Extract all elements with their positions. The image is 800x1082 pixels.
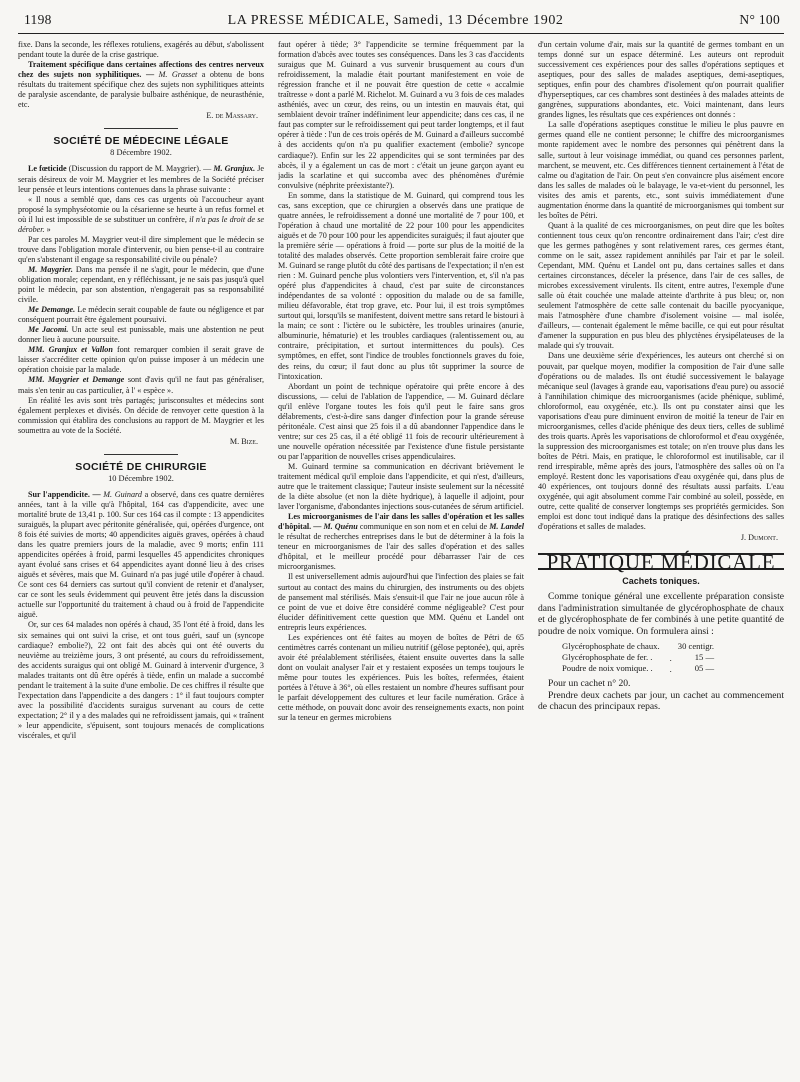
- item-heading: Les microorganismes de l'air dans les salles d'opération et les salles d'hôpital. —: [278, 512, 524, 532]
- paragraph: faut opérer à tiède; 3° l'appendicite se termine fréquemment par la formation d'abcès avec toutes ses conséquences. Dans les 3 cas d'accidents suraigus que M. Guinard a vus survenir brusquement au cours d'un refroidissement, la maladie était pourtant manifestement en voie de régression franche et il ne pouvait être question de cette « accalmie traîtresse » dont a parlé M. Richelot. M. Guinard a vu 3 fois de ces malades asthéniés, avec un cœur, des reins, ou un intestin en mauvais état, qui semblaient devoir traîner indéfiniment leur appendicite; dans ces cas, il ne faut pas compter sur le refroidissement qui peut tarder longtemps, et il faut opérer à tiède : l'un de ces trois opérés de M. Guinard a d'ailleurs succombé à des accidents qu'on n'a pu qualifier exactement (embolie? syncope cardiaque?). Enfin sur les 22 appendicites qui se sont terminées par des abcès, il y a également un cas de mort : c'était un jeune garçon ayant eu jadis la scarlatine et qui succomba avec des phénomènes d'urémie convulsive (néphrite préexistante?).: [278, 40, 524, 190]
- author: M. Maygrier.: [28, 264, 73, 274]
- paragraph: [18, 305, 264, 325]
- author: MM. Maygrier et Demange: [28, 375, 125, 385]
- author: M. Quénu: [323, 522, 358, 532]
- paragraph: Prendre deux cachets par jour, un cachet au commencement de chacun des principaux repas.: [538, 689, 784, 713]
- paragraph: [18, 265, 264, 305]
- section-date: 8 Décembre 1902.: [110, 148, 172, 158]
- column-1: [18, 40, 264, 1074]
- paragraph: Abordant un point de technique opératoire qui prête encore à des discussions, — celui de l'ablation de l'appendice, — M. Guinard déclare qu'il enlève l'organe toutes les fois qu'il peut le faire sans gros délabrements, c'est-à-dire sans danger d'infection pour la grande séreuse péritonéale. C'est ainsi que 25 fois il a dû abandonner l'appendice dans le ventre; sur ces 25 cas, il a été obligé 11 fois de recourir ultérieurement à une nouvelle opération nécessitée par l'existence d'une fistule persistante ou par l'apparition de nouvelles crises appendiculaires.: [278, 381, 524, 461]
- item-body: Je serais désireux de voir M. Maygrier et les membres de la Société préciser leur pensée et leurs intentions contenues dans la phrase suivante :: [18, 164, 264, 194]
- formula-item: Poudre de noix vomique. .: [562, 663, 653, 674]
- columns: [18, 34, 784, 1074]
- author: M. Guinard: [103, 489, 142, 499]
- paragraph: [18, 375, 264, 395]
- item-heading: Le fœticide: [28, 164, 67, 174]
- formula-item: Glycérophosphate de fer. .: [562, 652, 653, 663]
- item-heading: Sur l'appendicite. —: [28, 489, 101, 499]
- item-body: a observé, dans ces quatre dernières années, tant à la ville qu'à l'hôpital, 164 cas d'appendicite, avec une mortalité brute de 13,41 p. 100. Sur ces 164 cas il compte : 13 appendicites suraiguës, la plupart avec péritonite généralisée, qui, opérées d'urgence, ont 8 fois été suivies de morts; 40 appendicites aiguës graves, opérées à chaud dans les quatre premiers jours de la maladie, avec 9 morts; enfin 111 appendicites opérées à froid, parmi lesquelles 45 appendicites chroniques ayant évolué sans crises et 64 appendicites ayant donné lieu à des crises aiguës et sévères, mais que M. Guinard n'a pas jugé utile d'opérer à chaud. Ce sont ces 64 derniers cas surtout qu'il convient de retenir et d'analyser, car ce sont les seuls évidemment qui peuvent être jetés dans la discussion actuelle sur l'opportunité du traitement à chaud ou à froid de l'appendicite aiguë.: [18, 489, 264, 620]
- item-body: Un acte seul est punissable, mais une abstention ne peut donner lieu à aucune poursuite.: [18, 325, 264, 345]
- paragraph: M. Guinard termine sa communication en décrivant brièvement le traitement médical qu'il emploie dans l'appendicite, et qui n'est, d'ailleurs, autre que le traitement classique; l'auteur insiste seulement sur la nécessité de la diète absolue (et non la diète hydrique), à laquelle il adjoint, pour laver l'organisme, d'abondantes injections sous-cutanées de sérum artificiel.: [278, 461, 524, 512]
- quote: [18, 195, 264, 235]
- paragraph-traitement: [18, 60, 264, 110]
- section-date: 10 Décembre 1902.: [108, 473, 174, 483]
- formula-dots: .: [669, 652, 672, 663]
- formula-dots: [664, 641, 678, 652]
- formula-table: [562, 641, 718, 674]
- paragraph: [18, 325, 264, 345]
- section-heading: SOCIÉTÉ DE MÉDECINE LÉGALE: [53, 135, 229, 148]
- author: MM. Granjux et Vallon: [28, 345, 113, 355]
- formula-row: [562, 663, 718, 674]
- signature: M. Bize.: [229, 436, 258, 446]
- paragraph: [18, 345, 264, 375]
- paragraph: La salle d'opérations aseptiques constitue le milieu le plus pauvre en germes quand elle ne contient personne; le chiffre des microorganismes monte rapidement avec le nombre des personnes qui pénètrent dans la salle, surtout à leur voisinage immédiat, ou quand ces personnes parlent, marchent, se meuvent, etc. Ces différences tiennent certainement à l'état de calme ou d'agitation de l'air. On peut s'en convaincre plus aisément encore dans les salles de malades où le balayage, le va-et-vient du personnel, les visites des amis et parents, etc., sont suivis immédiatement d'une augmentation énorme dans la quantité de microorganismes qui tombent sur les boîtes de Pétri.: [538, 120, 784, 220]
- paragraph: Quant à la qualité de ces microorganismes, on peut dire que les boîtes contiennent tous ceux qu'on rencontre ordinairement dans l'air; c'est dire que les germes pathogènes y sont relativement rares, ces germes étant, comme on le sait, assez rapidement annihilés par l'air et par le soleil. Cependant, MM. Quénu et Landel ont pu, dans certaines salles et dans certaines circonstances, déceler la présence, dans l'air de ces salles, de microbes excessivement virulents. Ils citent, entre autres, l'exemple d'une salle où était couchée une malade atteinte d'arthrite à pus bleu; or, non seulement l'atmosphère de cette salle contenait du bacille pyocyanique, mais l'atmosphère d'une chambre d'isolement voisine — mal isolée, d'ailleurs, — contenait également le même bacille, ce qui eut pour résultat d'amener la suppuration en pus bleu des phlyctènes érysipélateuses de la malade qui s'y trouvait.: [538, 220, 784, 351]
- paragraph: Les expériences ont été faites au moyen de boîtes de Pétri de 65 centimètres carrés contenant un milieu nutritif (gélose peptonée), qui, après avoir été préalablement stérilisées, étaient ensuite ouvertes dans la salle dont on voulait analyser l'air et y restaient exposées un temps toujours le même pour toutes les expériences. Puis les boîtes, refermées, étaient portées à l'étuve à 36°, où elles restaient un nombre d'heures suffisant pour le parfait développement des cultures et leur facile numération. Grâce à cette méthode, on pouvait donc avoir des renseignements exacts, non point sur la teneur en germes microbiens: [278, 632, 524, 723]
- paragraph: fixe. Dans la seconde, les réflexes rotuliens, exagérés au début, s'abolissent pendant toute la durée de la crise gastrique.: [18, 40, 264, 60]
- column-3: [538, 40, 784, 1074]
- item-text: (Discussion du rapport de M. Maygrier). —: [68, 164, 212, 174]
- item-heading: Traitement spécifique dans certaines affections des centres nerveux chez des sujets non syphilitiques. —: [18, 60, 264, 80]
- formula-row: [562, 641, 718, 652]
- formula-dots: .: [669, 663, 672, 674]
- item-body: sont d'avis qu'il ne faut pas généraliser, mais s'en tenir au cas particulier, à l' « espèce ».: [18, 375, 264, 395]
- formula-row: [562, 652, 718, 663]
- page-header: [18, 12, 784, 34]
- column-2: [278, 40, 524, 1074]
- author: M. Landel: [489, 522, 524, 532]
- newspaper-title: LA PRESSE MÉDICALE, Samedi, 13 Décembre 1902: [227, 13, 564, 28]
- quote-end: »: [46, 224, 51, 234]
- signature: J. Dumont.: [740, 533, 778, 543]
- section-heading-pratique: PRATIQUE MÉDICALE: [538, 553, 784, 570]
- formula-amount: 05 —: [694, 663, 715, 674]
- item-body: le résultat de recherches entreprises dans le but de déterminer à la fois la teneur en microorganismes de l'air des salles d'opération et des salles d'hôpital, et le meilleur procédé pour débarrasser l'air de ces microorganismes.: [278, 532, 524, 572]
- section-heading: SOCIÉTÉ DE CHIRURGIE: [75, 460, 207, 473]
- paragraph: Dans une deuxième série d'expériences, les auteurs ont cherché si on pouvait, par quelque moyen, modifier la composition de l'air d'une salle d'opérations ou de malades. Ils ont étudié successivement le balayage mécanique seul (lavages à grande eau, vaporisations d'eau pure) ou associé à l'annihilation chimique des microorganismes (acide phénique, sublimé, chloroformol, eau oxygénée, etc.). Ils ont pu constater ainsi que les vaporisations d'eau pure diminuent environ de moitié la teneur de l'air en microorganismes, celles d'acide phénique des deux tiers, celles de sublimé des trois quarts. Après les vaporisations de chloroformol et d'eau oxygénée, la suppression des microorganismes est totale; on n'en trouve plus dans les boîtes de Pétri. Mais, en pratique, le chloroformol est inutilisable, car il rend irrespirable, même après des jours, l'atmosphère des salles où on l'a employé. Restent donc les vaporisations d'eau oxygénée qui, dans plus de 40 expériences, ont toujours donné des résultats aussi parfaits. L'eau oxygénée, qui agit absolument comme l'air combiné au soleil, possède, en outre, cette qualité de conserver longtemps ses propriétés germicides. Son emploi est donc tout indiqué dans la pratique des désinfections des salles d'opérations et salles de malades.: [538, 351, 784, 532]
- paragraph: [18, 164, 264, 194]
- page-number: 1198: [24, 12, 52, 27]
- formula-amount: 15 —: [694, 652, 715, 663]
- quote-text: « Il nous a semblé que, dans ces cas urgents où l'accoucheur ayant proposé la symphyséotomie ou la césarienne se heurte à un refus formel et où il lui est impossible de se substituer un confrère,: [18, 194, 264, 224]
- item-body: a obtenu de bons résultats du traitement spécifique chez des sujets non syphilitiques atteints de paralysie ascendante, de paralysie bulbaire asthénique, de neurasthénie, etc.: [18, 70, 264, 110]
- item-body: font remarquer combien il serait grave de laisser s'accréditer cette opinion qu'on puisse imposer à un médecin une opération choisie par la malade.: [18, 345, 264, 375]
- paragraph: Par ces paroles M. Maygrier veut-il dire simplement que le médecin se trouve dans l'obligation morale d'intervenir, ou bien pense-t-il au contraire qu'en s'abstenant il engage sa responsabilité civile ou pénale?: [18, 234, 264, 264]
- formula-amount: 30 centigr.: [677, 641, 715, 652]
- divider: [104, 128, 178, 129]
- divider: [104, 454, 178, 455]
- author: Me Demange.: [28, 305, 76, 315]
- subheading: Cachets toniques.: [622, 576, 700, 587]
- item-text: communique en son nom et en celui de: [359, 522, 488, 532]
- paragraph: Pour un cachet n° 20.: [548, 678, 631, 690]
- paragraph: [18, 490, 264, 621]
- paragraph: Il est universellement admis aujourd'hui que l'infection des plaies se fait surtout au contact des mains du chirurgien, des instruments ou des objets de pansement mal stérilisés. Mais s'ensuit-il que l'air ne joue aucun rôle à ce point de vue et doive être considéré comme négligeable? C'est pour élucider définitivement cette question que MM. Quénu et Landel ont entrepris leurs expériences.: [278, 572, 524, 632]
- paragraph: En réalité les avis sont très partagés; jurisconsultes et médecins sont également perplexes et divisés. On décide de renvoyer cette question à la commission qui établira des conclusions au rapport de M. Maygrier et les soumettra au vote de la Société.: [18, 395, 264, 435]
- formula-item: Glycérophosphate de chaux.: [562, 641, 660, 652]
- paragraph-microorganismes: [278, 512, 524, 572]
- quote-emphasis: il n'a pas le droit de se dérober.: [18, 214, 264, 234]
- author: M. Granjux.: [213, 164, 256, 174]
- paragraph: Or, sur ces 64 malades non opérés à chaud, 35 l'ont été à froid, dans les six semaines qui ont suivi la crise, et ont tous guéri, sauf un (syncope cardiaque? embolie?), 22 ont fait des abcès qui ont été ouverts du neuvième au treizième jours, 3 ont présenté, au cours du refroidissement, des accidents suraigus qui ont obligé M. Guinard à intervenir d'urgence, 3 malades traitants ont dû être opérés à tiède, enfin un malade a succombé pendant le traitement à la suite d'une embolie. De ces chiffres il résulte que l'expectation dans l'appendicite a des dangers : 1° il faut toujours compter avec la possibilité d'accidents suraigus survenant au cours de cette expectation; 2° il y a des malades qui ne refroidissent jamais, qui « traînent » leur appendicite, s'épuisent, sont toujours menacés de complications viscérales, et qu'il: [18, 620, 264, 740]
- author: M. Grasset: [158, 70, 198, 80]
- item-body: Dans ma pensée il ne s'agit, pour le médecin, que d'une obligation morale; cependant, en y réfléchissant, je ne sais pas jusqu'à quel point le médecin, par son abstention, n'engagerait pas sa responsabilité civile.: [18, 264, 264, 305]
- item-body: Le médecin serait coupable de faute ou négligence et par conséquent pourrait être également poursuivi.: [18, 305, 264, 325]
- paragraph: Comme tonique général une excellente préparation consiste dans l'administration simultanée de glycérophosphate de chaux et de glycérophosphate de fer combinés à une petite quantité de poudre de noix vomique. On formulera ainsi :: [538, 591, 784, 637]
- paragraph: En somme, dans la statistique de M. Guinard, qui comprend tous les cas, sans exception, que ce chirurgien a observés dans une pratique de quatre années, le refroidissement a donné une mortalité de 7 pour 100, et l'opération à chaud une mortalité de 22 pour 100 pour les appendicites aiguës et de 70 pour 100 pour les appendicites suraiguës; il faut ajouter que la première série — opérations à froid — porte sur plus de la moitié de la totalité des malades observés. Cette proportion semblerait faire croire que M. Guinard se range plutôt du côté des partisans de l'expectation; il n'en est rien : M. Guinard penche plus volontiers vers l'intervention, et, s'il n'a pas opéré plus d'appendicites à chaud, c'est par suite de circonstances indépendantes de sa volonté : opposition du malade ou de sa famille, milieu défavorable, état trop grave, etc. Pour lui, il est trois symptômes surtout qui, lorsqu'ils se manifestent, doivent mettre sans retard le bistouri à la main; ce sont : l'ictère ou le subictère, les troubles urinaires (anurie, albuminurie, hématurie) et les troubles cardiaques (ralentissement ou, au contraire, précipitation, et surtout intermittences du pouls). Ces symptômes, en effet, sont l'indice de troubles fonctionnels graves du foie, des reins, du cœur; il faut donc au plus tôt supprimer la source de l'intoxication.: [278, 190, 524, 381]
- author: Me Jacomi.: [28, 325, 69, 335]
- issue-number: N° 100: [739, 12, 780, 27]
- signature: E. de Massary.: [206, 111, 258, 121]
- paragraph: d'un certain volume d'air, mais sur la quantité de germes tombant en un temps donné sur un espace déterminé. Les auteurs ont reproduit successivement ces expériences pour des salles d'opérations septiques et aseptiques, pour des salles de malades aseptiques, demi-aseptiques, septiques, enfin pour des chambres d'isolement qu'on pourrait qualifier d'hyperseptiques, car ces chambres sont destinées à des malades atteints de gangrènes, suppurations abondantes, etc. Voici maintenant, dans leurs grandes lignes, les résultats que ces expériences ont donnés :: [538, 40, 784, 120]
